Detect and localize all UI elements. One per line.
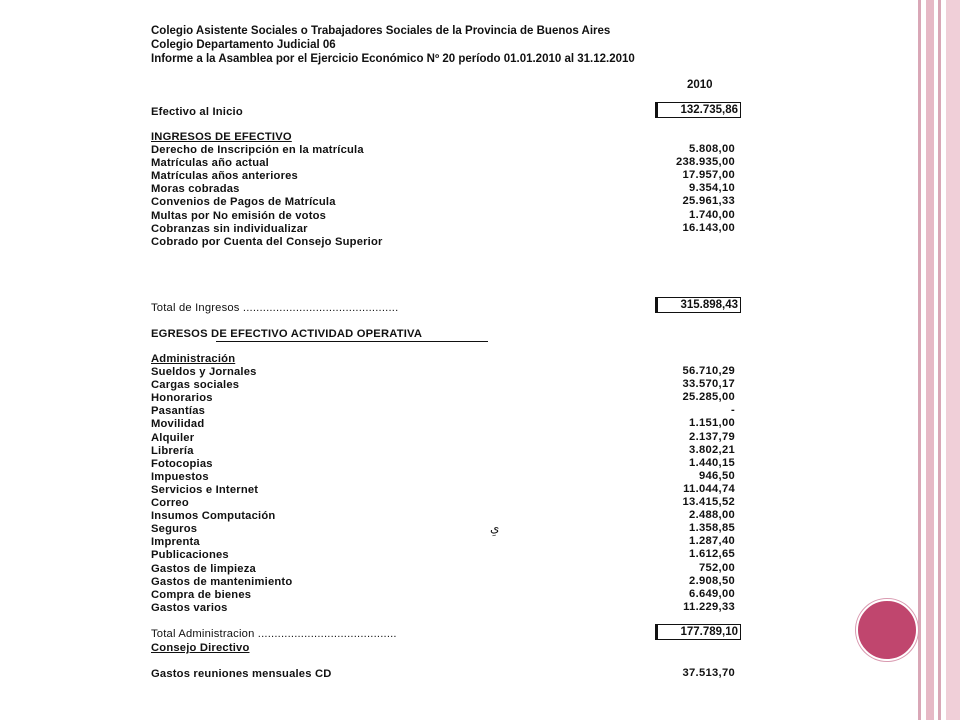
row-label: Matrículas año actual bbox=[151, 157, 269, 170]
header-line-2: Colegio Departamento Judicial 06 bbox=[151, 39, 336, 51]
row-label: Derecho de Inscripción en la matrícula bbox=[151, 144, 364, 156]
decor-stripe bbox=[938, 0, 941, 720]
row-label: Seguros bbox=[151, 523, 198, 536]
row-value: 2.488,00 bbox=[689, 509, 735, 522]
row-label: Cobrado por Cuenta del Consejo Superior bbox=[151, 235, 383, 248]
header-line-3: Informe a la Asamblea por el Ejercicio Económico Nº 20 período 01.01.2010 al 31.12.2010 bbox=[151, 53, 635, 65]
row-value: 56.710,29 bbox=[682, 365, 735, 377]
row-label: Publicaciones bbox=[151, 549, 229, 562]
decor-stripe bbox=[946, 0, 960, 720]
row-label: Alquiler bbox=[151, 431, 195, 444]
row-value: 37.513,70 bbox=[682, 667, 735, 679]
row-label: Imprenta bbox=[151, 536, 200, 549]
row-label: Cargas sociales bbox=[151, 379, 240, 392]
row-label: Gastos varios bbox=[151, 601, 228, 614]
row-label: Multas por No emisión de votos bbox=[151, 209, 327, 222]
row-value: 17.957,00 bbox=[682, 169, 735, 182]
row-value: 16.143,00 bbox=[682, 221, 735, 234]
ingresos-title: INGRESOS DE EFECTIVO bbox=[151, 131, 292, 143]
row-value: 33.570,17 bbox=[682, 378, 735, 391]
row-value: 25.285,00 bbox=[682, 391, 735, 404]
total-ingresos-value: 315.898,43 bbox=[655, 297, 741, 313]
scan-mark: ىِ bbox=[490, 521, 500, 535]
row-value: 6.649,00 bbox=[689, 587, 735, 600]
row-label: Convenios de Pagos de Matrícula bbox=[151, 196, 336, 209]
total-ingresos-label: Total de Ingresos ............................................... bbox=[151, 302, 399, 314]
row-value: - bbox=[730, 404, 735, 417]
row-label: Gastos reuniones mensuales CD bbox=[151, 668, 332, 680]
administracion-title: Administración bbox=[151, 353, 236, 365]
row-value: 11.229,33 bbox=[683, 600, 735, 613]
row-label: Gastos de limpieza bbox=[151, 562, 256, 575]
row-label: Cobranzas sin individualizar bbox=[151, 222, 308, 235]
row-value: 1.287,40 bbox=[689, 535, 735, 548]
row-value: 1.440,15 bbox=[689, 456, 735, 469]
header-line-1: Colegio Asistente Sociales o Trabajadores Sociales de la Provincia de Buenos Aires bbox=[151, 25, 611, 37]
row-value: 2.908,50 bbox=[689, 574, 735, 587]
row-value: 1.151,00 bbox=[689, 417, 735, 430]
efectivo-inicio-label: Efectivo al Inicio bbox=[151, 106, 243, 118]
decor-stripe bbox=[918, 0, 921, 720]
row-value: 2.137,79 bbox=[689, 430, 735, 443]
row-label: Fotocopias bbox=[151, 457, 213, 470]
consejo-directivo-title: Consejo Directivo bbox=[151, 642, 250, 654]
row-value: 3.802,21 bbox=[689, 443, 735, 456]
row-value: 9.354,10 bbox=[689, 182, 735, 195]
row-label: Servicios e Internet bbox=[151, 483, 259, 496]
egresos-title: EGRESOS DE EFECTIVO ACTIVIDAD OPERATIVA bbox=[151, 328, 423, 340]
row-value: 1.358,85 bbox=[689, 522, 735, 535]
total-administracion-label: Total Administracion .......................................... bbox=[151, 628, 397, 640]
row-label: Sueldos y Jornales bbox=[151, 366, 257, 378]
row-label: Pasantías bbox=[151, 405, 206, 418]
row-label: Gastos de mantenimiento bbox=[151, 575, 293, 588]
year-column-header: 2010 bbox=[687, 79, 713, 91]
row-label: Librería bbox=[151, 444, 194, 457]
row-value: 946,50 bbox=[698, 469, 735, 482]
row-value: 13.415,52 bbox=[682, 496, 735, 508]
row-value: 5.808,00 bbox=[689, 143, 735, 155]
efectivo-inicio-value: 132.735,86 bbox=[655, 102, 741, 118]
row-label: Impuestos bbox=[151, 470, 209, 483]
row-label: Honorarios bbox=[151, 392, 213, 405]
row-label: Correo bbox=[151, 497, 189, 509]
decor-stripe bbox=[926, 0, 934, 720]
row-value: 1.612,65 bbox=[689, 548, 735, 561]
row-label: Insumos Computación bbox=[151, 510, 276, 523]
row-label: Compra de bienes bbox=[151, 588, 252, 601]
row-label: Matrículas años anteriores bbox=[151, 170, 298, 183]
row-label: Movilidad bbox=[151, 418, 205, 431]
total-administracion-value: 177.789,10 bbox=[655, 624, 741, 640]
row-value: 25.961,33 bbox=[682, 195, 735, 208]
row-value: 11.044,74 bbox=[683, 482, 735, 495]
row-label: Moras cobradas bbox=[151, 183, 240, 196]
row-value: 238.935,00 bbox=[676, 156, 735, 169]
row-value: 752,00 bbox=[698, 561, 735, 574]
row-value: 1.740,00 bbox=[689, 208, 735, 221]
egresos-underline bbox=[216, 341, 488, 342]
